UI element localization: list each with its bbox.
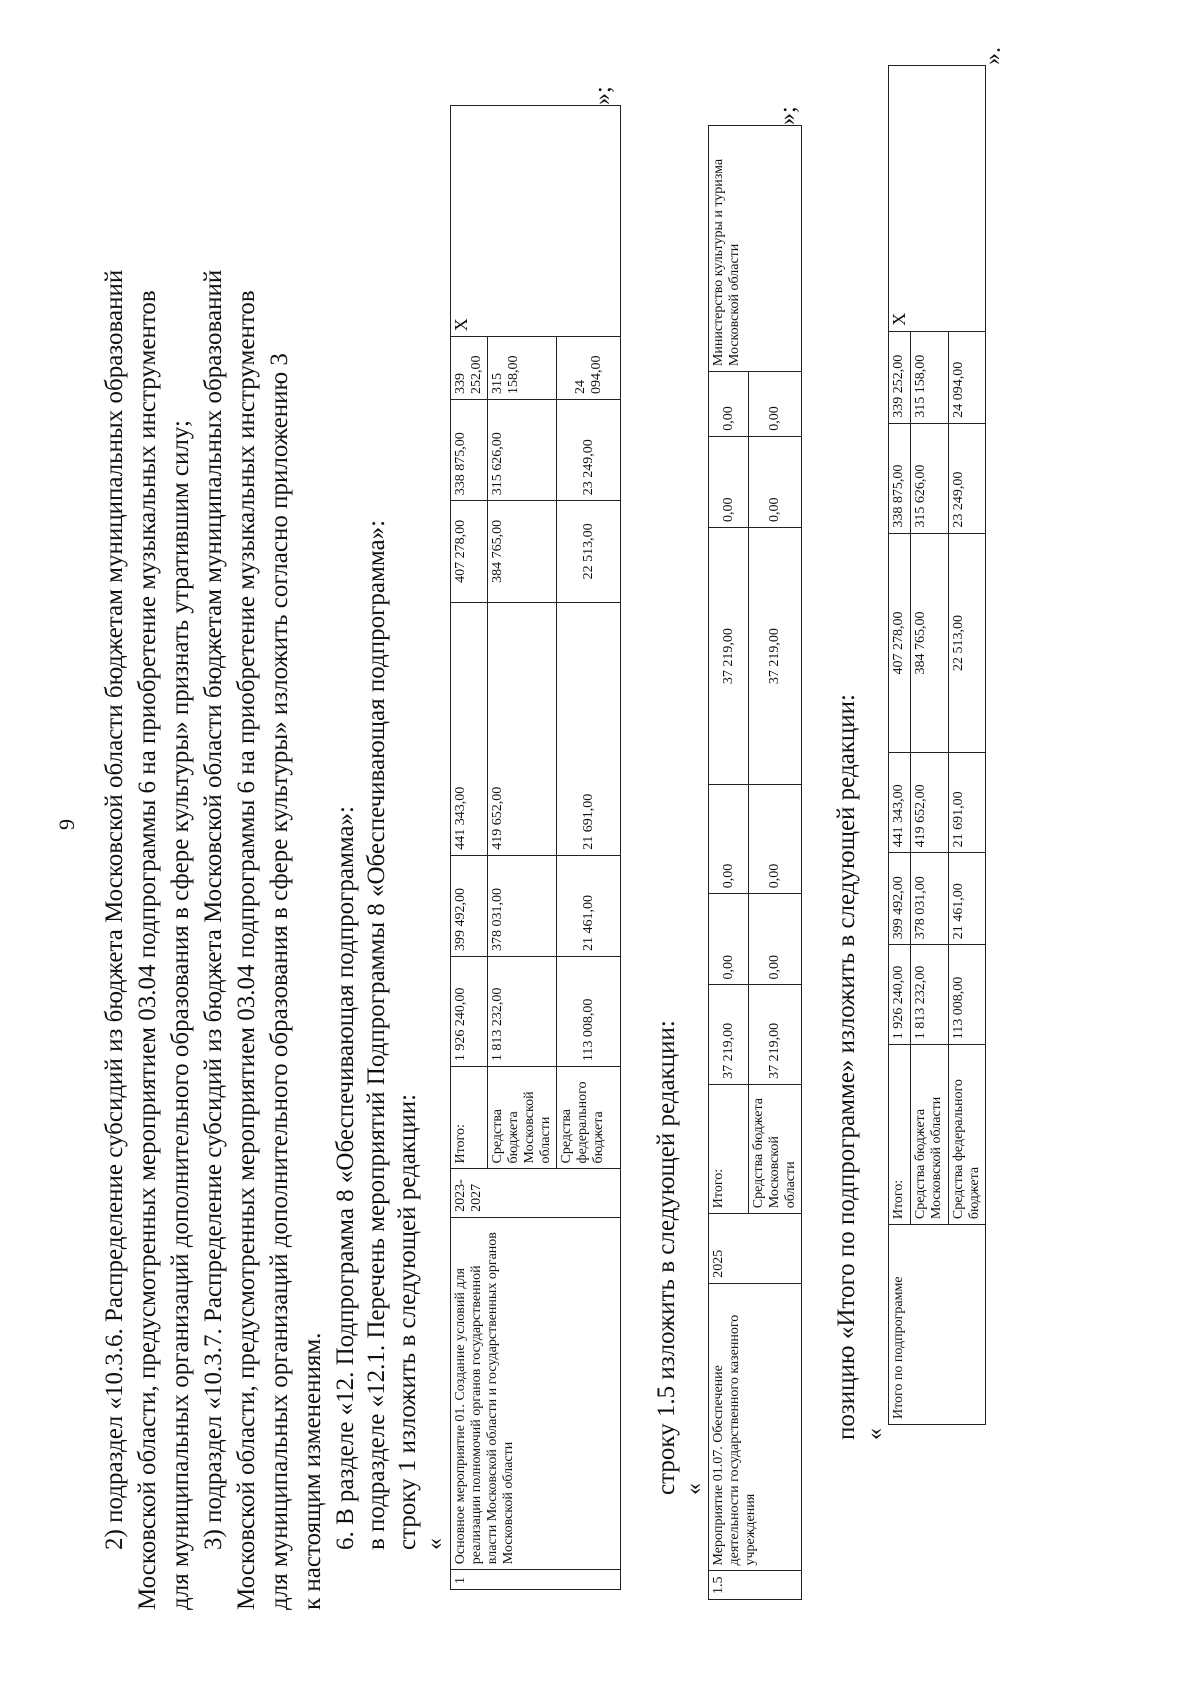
year-cell: 315 158,00: [911, 331, 949, 423]
year-cell: 21 461,00: [557, 855, 621, 956]
row-number: 1.5: [709, 1571, 802, 1600]
year-cell: 339 252,00: [451, 337, 488, 400]
year-cell: 21 691,00: [949, 753, 986, 853]
paragraph-2-line-1: 2) подраздел «10.3.6. Распределение субсидий из бюджета Московской области бюджетам муниципальных образований: [101, 269, 128, 1550]
table-row-1: [450, 105, 621, 1590]
subsection-12-1-text: в подразделе «12.1. Перечень мероприятий Подпрограммы 8 «Обеспечивающая подпрограмма»:: [363, 519, 390, 1550]
executor-cell: Х: [451, 106, 621, 337]
source-cell: Итого:: [709, 1084, 749, 1213]
quote-close-3: ».: [980, 47, 1006, 65]
year-cell: 0,00: [749, 372, 802, 437]
year-cell: 0,00: [749, 785, 802, 894]
activity-name: Основное мероприятие 01. Создание условий для реализации полномочий органов государственной власти Московской области и государственных органов Московской области: [451, 1217, 621, 1569]
paragraph-2-line-2: Московской области, предусмотренных мероприятием 03.04 подпрограммы 6 на приобретение музыкальных инструментов: [134, 290, 161, 1610]
year-cell: 315 158,00: [488, 337, 557, 400]
year-cell: 378 031,00: [488, 855, 557, 956]
quote-close-2: »;: [775, 106, 801, 125]
year-cell: 0,00: [709, 372, 749, 437]
year-cell: 0,00: [749, 436, 802, 527]
page-number: 9: [54, 819, 79, 830]
period: 2025: [709, 1214, 802, 1284]
year-cell: 22 513,00: [949, 533, 986, 753]
year-cell: 441 343,00: [889, 753, 911, 853]
year-cell: 37 219,00: [749, 527, 802, 784]
year-cell: 441 343,00: [451, 602, 488, 855]
period: 2023-2027: [451, 1169, 621, 1217]
year-cell: 22 513,00: [557, 501, 621, 602]
source-cell: Итого:: [451, 1067, 488, 1169]
year-cell: 21 691,00: [557, 602, 621, 855]
year-cell: 384 765,00: [911, 533, 949, 753]
year-cell: 0,00: [709, 785, 749, 894]
source-cell: Средства бюджета Московской области: [488, 1067, 557, 1169]
total-cell: 37 219,00: [709, 985, 749, 1084]
total-cell: 1 926 240,00: [451, 957, 488, 1067]
total-cell: 1 813 232,00: [911, 945, 949, 1045]
source-cell: Средства федерального бюджета: [557, 1067, 621, 1169]
year-cell: 0,00: [709, 436, 749, 527]
year-cell: 399 492,00: [889, 853, 911, 945]
year-cell: 407 278,00: [451, 501, 488, 602]
total-cell: 37 219,00: [749, 985, 802, 1084]
year-cell: 399 492,00: [451, 855, 488, 956]
year-cell: 24 094,00: [557, 337, 621, 400]
year-cell: 0,00: [709, 894, 749, 985]
activity-name: Мероприятие 01.07. Обеспечение деятельности государственного казенного учреждения: [709, 1283, 802, 1571]
year-cell: 384 765,00: [488, 501, 557, 602]
table-row-1-5: [708, 125, 802, 1600]
quote-open-3: «: [862, 1428, 888, 1440]
total-cell: 1 926 240,00: [889, 945, 911, 1045]
rotated-content: [50, 47, 1150, 1650]
source-cell: Итого:: [889, 1045, 911, 1225]
paragraph-3-line-3: для муниципальных организаций дополнительного образования в сфере культуры» изложить согласно приложению 3: [266, 353, 293, 1610]
year-cell: 419 652,00: [911, 753, 949, 853]
row-number: 1: [451, 1570, 621, 1590]
table-subtotal: [888, 65, 986, 1425]
total-cell: 113 008,00: [949, 945, 986, 1045]
source-cell: Средства бюджета Московской области: [749, 1084, 802, 1213]
quote-close-1: »;: [590, 86, 616, 105]
paragraph-3-line-2: Московской области, предусмотренных мероприятием 03.04 подпрограммы 6 на приобретение музыкальных инструментов: [233, 290, 260, 1610]
year-cell: 0,00: [749, 894, 802, 985]
year-cell: 339 252,00: [889, 331, 911, 423]
executor-cell: Министерство культуры и туризма Московской области: [709, 126, 802, 372]
year-cell: 338 875,00: [451, 400, 488, 501]
source-cell: Средства бюджета Московской области: [911, 1045, 949, 1225]
row-1-5-instruction: строку 1.5 изложить в следующей редакции:: [653, 1020, 680, 1495]
section-6-heading: 6. В разделе «12. Подпрограмма 8 «Обеспечивающая подпрограмма»:: [332, 806, 359, 1550]
row-1-instruction: строку 1 изложить в следующей редакции:: [394, 1093, 421, 1550]
year-cell: 21 461,00: [949, 853, 986, 945]
paragraph-3-line-1: 3) подраздел «10.3.7. Распределение субсидий из бюджета Московской области бюджетам муниципальных образований: [200, 269, 227, 1550]
paragraph-3-line-4: к настоящим изменениям.: [299, 1332, 326, 1610]
year-cell: 315 626,00: [488, 400, 557, 501]
total-cell: 1 813 232,00: [488, 957, 557, 1067]
quote-open-1: «: [422, 1538, 448, 1550]
paragraph-2-line-3: для муниципальных организаций дополнительного образования в сфере культуры» признать утратившим силу;: [167, 420, 194, 1610]
year-cell: 378 031,00: [911, 853, 949, 945]
quote-open-2: «: [681, 1483, 707, 1495]
year-cell: 315 626,00: [911, 423, 949, 533]
year-cell: 407 278,00: [889, 533, 911, 753]
year-cell: 23 249,00: [557, 400, 621, 501]
total-cell: 113 008,00: [557, 957, 621, 1067]
subtotal-instruction: позицию «Итого по подпрограмме» изложить в следующей редакции:: [833, 694, 860, 1440]
year-cell: 37 219,00: [709, 527, 749, 784]
subtotal-name: Итого по подпрограмме: [889, 1225, 986, 1425]
year-cell: 338 875,00: [889, 423, 911, 533]
executor-cell: Х: [889, 66, 986, 332]
year-cell: 23 249,00: [949, 423, 986, 533]
year-cell: 419 652,00: [488, 602, 557, 855]
source-cell: Средства федерального бюджета: [949, 1045, 986, 1225]
year-cell: 24 094,00: [949, 331, 986, 423]
